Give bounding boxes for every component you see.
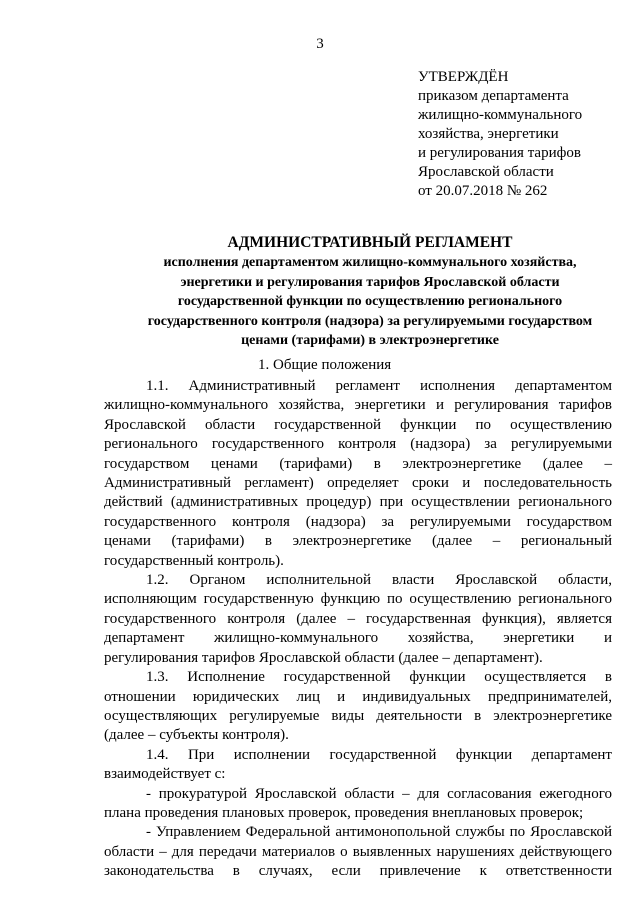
body-line: государственного контроля (далее – государственная функция), является <box>104 610 612 627</box>
body-line: взаимодействует с: <box>104 766 226 783</box>
body-line: 1.3. Исполнение государственной функции осуществляется в <box>146 669 612 686</box>
body-line: (далее – субъекты контроля). <box>104 727 289 744</box>
body-line: департамент жилищно-коммунального хозяйства, энергетики и <box>104 630 612 647</box>
approval-line: Ярославской области <box>418 164 554 180</box>
body-line: действий (административных процедур) при осуществлении регионального <box>104 494 612 511</box>
approval-line: хозяйства, энергетики <box>418 126 559 142</box>
body-line: ценами (тарифами) в электроэнергетике (далее – региональный <box>104 533 612 550</box>
approval-line: и регулирования тарифов <box>418 145 581 161</box>
body-line: государственного контроля (надзора) за регулируемыми государством <box>104 513 612 530</box>
approval-line: приказом департамента <box>418 88 569 104</box>
body-line: - прокуратурой Ярославской области – для согласования ежегодного <box>146 785 612 802</box>
body-line: законодательства в случаях, если привлечение к ответственности <box>104 863 612 880</box>
body-line: осуществляющих регулируемые виды деятельности в электроэнергетике <box>104 707 612 724</box>
subtitle-line: исполнения департаментом жилищно-коммунального хозяйства, <box>163 255 577 270</box>
body-line: плана проведения плановых проверок, проведения внеплановых проверок; <box>104 804 584 821</box>
body-line: регионального государственного контроля (надзора) за регулируемыми <box>104 436 612 453</box>
approval-block <box>418 68 582 201</box>
section-heading: 1. Общие положения <box>258 357 392 373</box>
body-line: - Управлением Федеральной антимонопольной службы по Ярославской <box>146 824 612 841</box>
body-line: отношении юридических лиц и индивидуальных предпринимателей, <box>104 688 612 705</box>
subtitle-line: энергетики и регулирования тарифов Ярославской области <box>180 274 560 290</box>
body-text <box>104 377 612 882</box>
approval-line: от 20.07.2018 № 262 <box>418 183 548 199</box>
body-line: области – для передачи материалов о выявленных нарушениях действующего <box>104 843 612 860</box>
body-line: 1.4. При исполнении государственной функции департамент <box>146 746 612 763</box>
body-line: 1.2. Органом исполнительной власти Ярославской области, <box>146 572 612 589</box>
body-line: жилищно-коммунального хозяйства, энергетики и регулирования тарифов <box>104 397 612 414</box>
body-line: Административный регламент) определяет сроки и последовательность <box>104 475 612 492</box>
subtitle-line: государственной функции по осуществлению регионального <box>177 294 563 309</box>
page-number: 3 <box>316 36 324 52</box>
subtitle-line: ценами (тарифами) в электроэнергетике <box>241 333 499 348</box>
document-subtitle <box>100 253 640 351</box>
document-title: АДМИНИСТРАТИВНЫЙ РЕГЛАМЕНТ <box>227 234 513 251</box>
subtitle-line: государственного контроля (надзора) за регулируемыми государством <box>147 313 593 329</box>
body-line: исполняющим государственную функцию по осуществлению регионального <box>104 591 612 608</box>
approval-line: жилищно-коммунального <box>418 107 583 123</box>
body-line: государственный контроль). <box>104 552 284 569</box>
body-line: Ярославской области государственной функции по осуществлению <box>104 416 612 433</box>
approval-line: УТВЕРЖДЁН <box>418 69 509 85</box>
body-line: регулирования тарифов Ярославской области (далее – департамент). <box>104 649 543 666</box>
body-line: государством ценами (тарифами) в электроэнергетике (далее – <box>104 455 612 472</box>
body-line: 1.1. Административный регламент исполнения департаментом <box>146 378 612 394</box>
